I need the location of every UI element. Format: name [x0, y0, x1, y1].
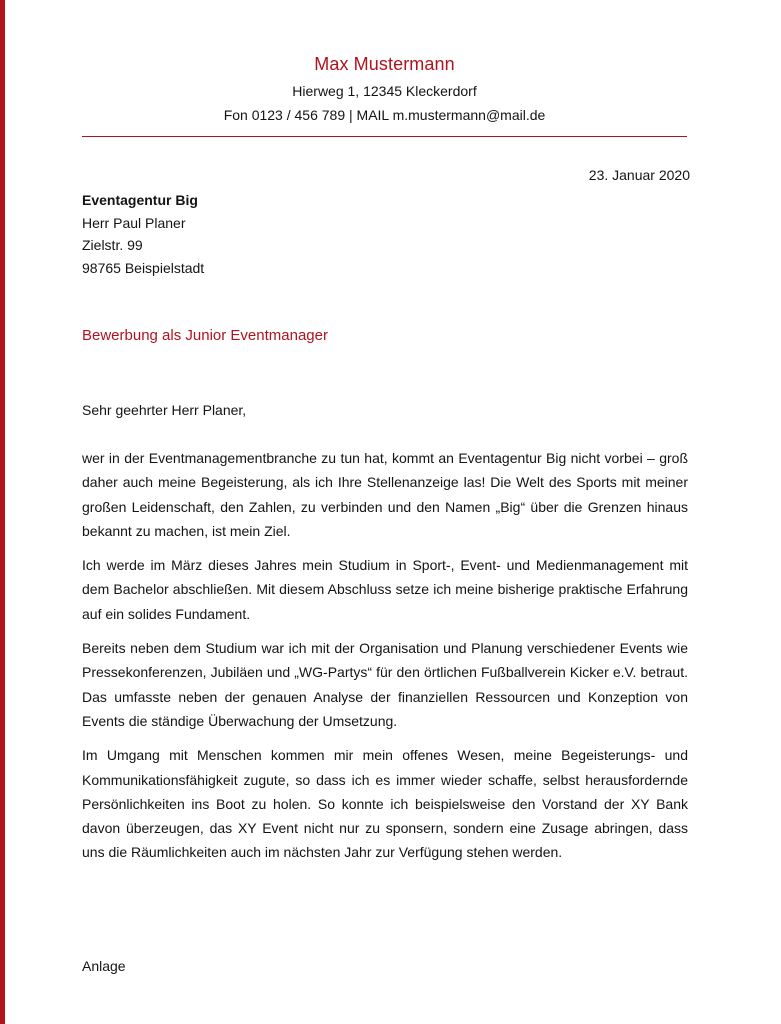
sender-name: Max Mustermann	[314, 54, 455, 74]
body-paragraph: wer in der Eventmanagementbranche zu tun hat, kommt an Eventagentur Big nicht vorbei – groß daher auch meine Begeisterung, als ich Ihre Stellenanzeige las! Die Welt des Sports mit meiner großen Leidenschaft, den Zahlen, zu verbinden und den Namen „Big“ über die Grenzen hinaus bekannt zu machen, ist mein Ziel.	[82, 450, 688, 539]
body-paragraph: Im Umgang mit Menschen kommen mir mein offenes Wesen, meine Begeisterungs- und Kommunikationsfähigkeit zugute, so dass ich es immer wieder schaffe, selbst herausfordernde Persönlichkeiten ins Boot zu holen. So konnte ich beispielsweise den Vorstand der XY Bank davon überzeugen, das XY Event nicht nur zu sponsern, sondern eine Zusage abringen, dass uns die Räumlichkeiten auch im nächsten Jahr zur Verfügung stehen werden.	[82, 747, 688, 861]
recipient-block	[82, 189, 204, 279]
sender-address: Hierweg 1, 12345 Kleckerdorf	[292, 83, 477, 99]
body-paragraph: Bereits neben dem Studium war ich mit der Organisation und Planung verschiedener Events wie Pressekonferenzen, Jubiläen und „WG-Partys“ für den örtlichen Fußballverein Kicker e.V. betraut. Das umfasste neben der genauen Analyse der finanziellen Ressourcen und Konzeption von Events die ständige Überwachung der Umsetzung.	[82, 640, 688, 729]
left-accent-bar	[0, 0, 5, 1024]
letter-salutation: Sehr geehrter Herr Planer,	[82, 402, 247, 418]
letter-body	[82, 446, 688, 875]
recipient-city: 98765 Beispielstadt	[82, 259, 205, 276]
sender-contact: Fon 0123 / 456 789 | MAIL m.mustermann@mail.de	[223, 107, 546, 123]
letter-header	[82, 52, 687, 124]
letter-date: 23. Januar 2020	[588, 167, 690, 183]
recipient-street: Zielstr. 99	[82, 237, 143, 253]
letter-enclosure: Anlage	[82, 958, 126, 974]
body-paragraph: Ich werde im März dieses Jahres mein Studium in Sport-, Event- und Medienmanagement mit dem Bachelor abschließen. Mit diesem Abschluss setze ich meine bisherige praktische Erfahrung auf ein solides Fundament.	[82, 557, 688, 622]
recipient-contact-person: Herr Paul Planer	[82, 214, 186, 231]
recipient-company: Eventagentur Big	[82, 192, 198, 208]
header-divider	[82, 136, 687, 137]
letter-subject: Bewerbung als Junior Eventmanager	[82, 327, 328, 344]
